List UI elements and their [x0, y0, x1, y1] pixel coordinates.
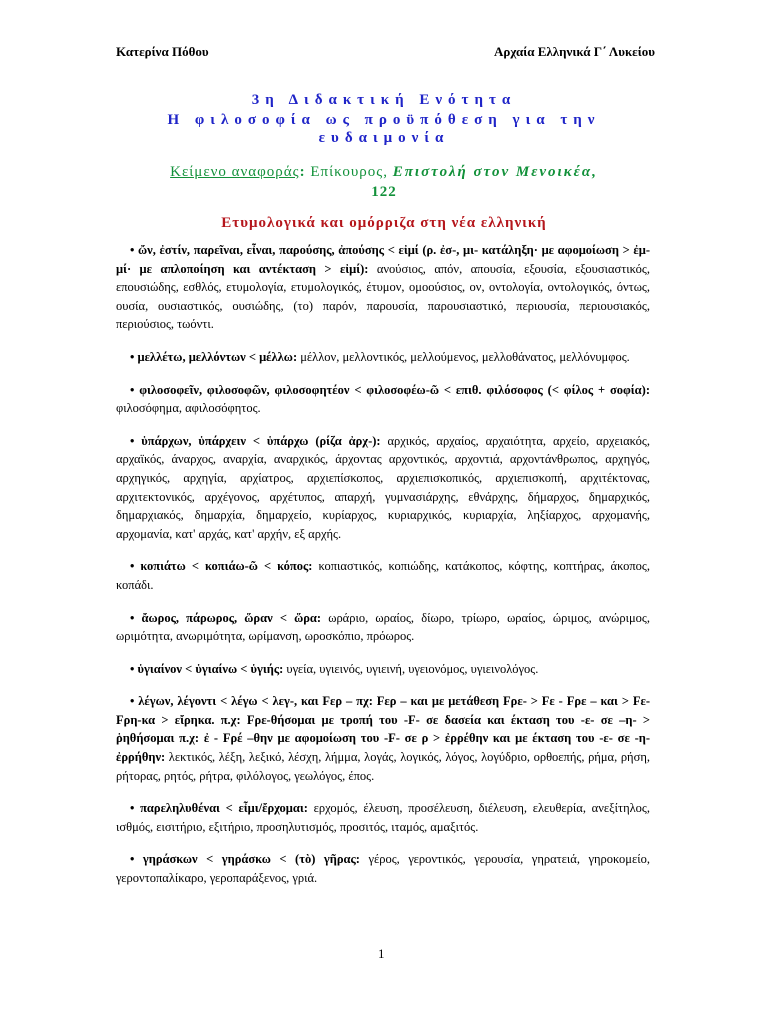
unit-title-line-2: Η φιλοσοφία ως προϋπόθεση για την [167, 112, 601, 128]
entry-body: ερχομός, έλευση, προσέλευση, διέλευση, ελευθερία, ανεξίτηλος, ισθμός, εισιτήριο, εξιτήριο, προσηλυτισμός, προσιτός, ιταμός, αμαξιτός. [116, 801, 650, 834]
header-author: Κατερίνα Πόθου [116, 44, 209, 59]
entry-head: • ὑπάρχων, ὑπάρχειν < ὑπάρχω (ρίζα ἀρχ-): [130, 433, 381, 448]
entry-head: • μελλέτω, μελλόντων < μέλλω: [130, 349, 298, 364]
entry-body: ωράριο, ωραίος, δίωρο, τρίωρο, ωραίος, ώριμος, ανώριμος, ωριμότητα, ανωριμότητα, ωρίμανση, ωροσκόπιο, πρόωρος. [116, 610, 650, 644]
unit-title-line-1: 3η Διδακτική Ενότητα [251, 92, 517, 108]
reference-text-line [112, 162, 656, 182]
etymology-entry [116, 348, 650, 367]
entry-body: φιλοσόφημα, αφιλοσόφητος. [116, 401, 261, 416]
entry-body: υγεία, υγιεινός, υγιεινή, υγειονόμος, υγιεινολόγος. [283, 661, 539, 676]
entry-body: κοπιαστικός, κοπιώδης, κατάκοπος, κόφτης, κοπτήρας, άκοπος, κοπάδι. [116, 559, 650, 592]
page-number: 1 [378, 946, 385, 961]
header-course: Αρχαία Ελληνικά Γ΄ Λυκείου [493, 44, 655, 59]
etymology-entry [116, 692, 650, 785]
etymology-entry [116, 432, 650, 544]
etymology-entry [116, 799, 650, 836]
etymology-list [116, 241, 650, 902]
entry-head: • παρεληλυθέναι < εἶμι/ἔρχομαι: [130, 801, 308, 816]
entry-body: ανούσιος, απόν, απουσία, εξουσία, εξουσιαστικός, επουσιώδης, εσθλός, ετυμολογία, ετυμολογικός, έτυμον, ομοούσιος, ον, οντολογία, οντολογικός, όντως, ουσία, ουσιαστικός, ουσιώδης, (το) παρόν, παρουσία, παρουσιαστικό, περιουσία, περιουσιακός, περιούσιος, τωόντι. [116, 261, 650, 332]
entry-body: γέρος, γεροντικός, γερουσία, γηρατειά, γηροκομείο, γεροντοπαλίκαρο, γεροπαράξενος, γριά. [116, 852, 650, 886]
section-subtitle: Ετυμολογικά και ομόρριζα στη νέα ελληνική [221, 215, 547, 231]
entry-head: • γηράσκων < γηράσκω < (τὸ) γῆρας: [130, 852, 360, 867]
etymology-entry [116, 850, 650, 887]
entry-head: • φιλοσοφεῖν, φιλοσοφῶν, φιλοσοφητέον < φιλοσοφέω-ῶ < επιθ. φιλόσοφος (< φίλος + σοφία): [130, 382, 650, 397]
etymology-entry [116, 557, 650, 594]
entry-head: • κοπιάτω < κοπιάω-ῶ < κόπος: [130, 559, 313, 574]
entry-head: • ὤν, ἐστίν, παρεῖναι, εἶναι, παρούσης, ἀπούσης < εἰμί (ρ. ἐσ-, μι- κατάληξη· με αφομοίωση > ἐμ-μί· με απλοποίηση και αντέκταση > εἰμί): [116, 243, 650, 276]
reference-separator: : [299, 164, 306, 180]
unit-title-line-3: ευδαιμονία [318, 130, 450, 146]
reference-section: 122 [371, 184, 397, 200]
reference-work: Επιστολή στον Μενοικέα, [392, 164, 598, 180]
entry-head: • ὑγιαίνον < ὑγιαίνω < ὑγιής: [130, 661, 284, 676]
etymology-entry [116, 381, 650, 418]
entry-body: μέλλον, μελλοντικός, μελλούμενος, μελλοθάνατος, μελλόνυμφος. [297, 349, 630, 364]
reference-author: Επίκουρος, [310, 164, 388, 180]
entry-head: • ἄωρος, πάρωρος, ὥραν < ὥρα: [130, 610, 322, 625]
entry-body: αρχικός, αρχαίος, αρχαιότητα, αρχείο, αρχειακός, αρχαϊκός, άναρχος, αναρχία, αναρχικός, άρχοντας αρχοντικός, αρχοντιά, αρχοντάνθρωπος, αρχηγός, αρχηγικός, αρχηγία, αρχίατρος, αρχιεπίσκοπος, αρχιεπισκοπικός, αρχιεπισκοπή, αρχιτέκτονας, αρχιτεκτονικός, αρχέγονος, αρχέτυπος, απαρχή, γυμνασιάρχης, εθνάρχης, δήμαρχος, δημαρχικός, δημαρχιακός, δημαρχία, δημαρχείο, κυρίαρχος, κυριαρχικός, κυριαρχία, ληξίαρχος, αρχομανής, αρχομανία, κατ' αρχάς, κατ' αρχήν, εξ αρχής. [116, 433, 650, 541]
entry-head: • λέγων, λέγοντι < λέγω < λεγ-, και Fερ – πχ: Fερ – και με μετάθεση Fρε- > Fε - Fρε – και > Fε-Fρη-κα > εἴρηκα. π.χ: Fρε-θήσομαι με τροπή του -F- σε δασεία και έκταση του -ε- σε –η- > ῥηθήσομαι π.χ: ἐ - Fρέ –θην με αφομοίωση του -F- σε ρ > ἐρρέθην και με έκταση του -ε- σε -η- ἐρρήθην: [116, 694, 650, 765]
etymology-entry [116, 660, 650, 679]
etymology-entry [116, 609, 650, 646]
etymology-entry [116, 241, 650, 334]
reference-label: Κείμενο αναφοράς [170, 164, 300, 180]
entry-body: λεκτικός, λέξη, λεξικό, λέσχη, λήμμα, λογάς, λογικός, λόγος, λογύδριο, ορθοεπής, ρήμα, ρήση, ρήτορας, ρητός, ρήτρα, φιλόλογος, γεωλόγος, έπος. [116, 750, 650, 783]
